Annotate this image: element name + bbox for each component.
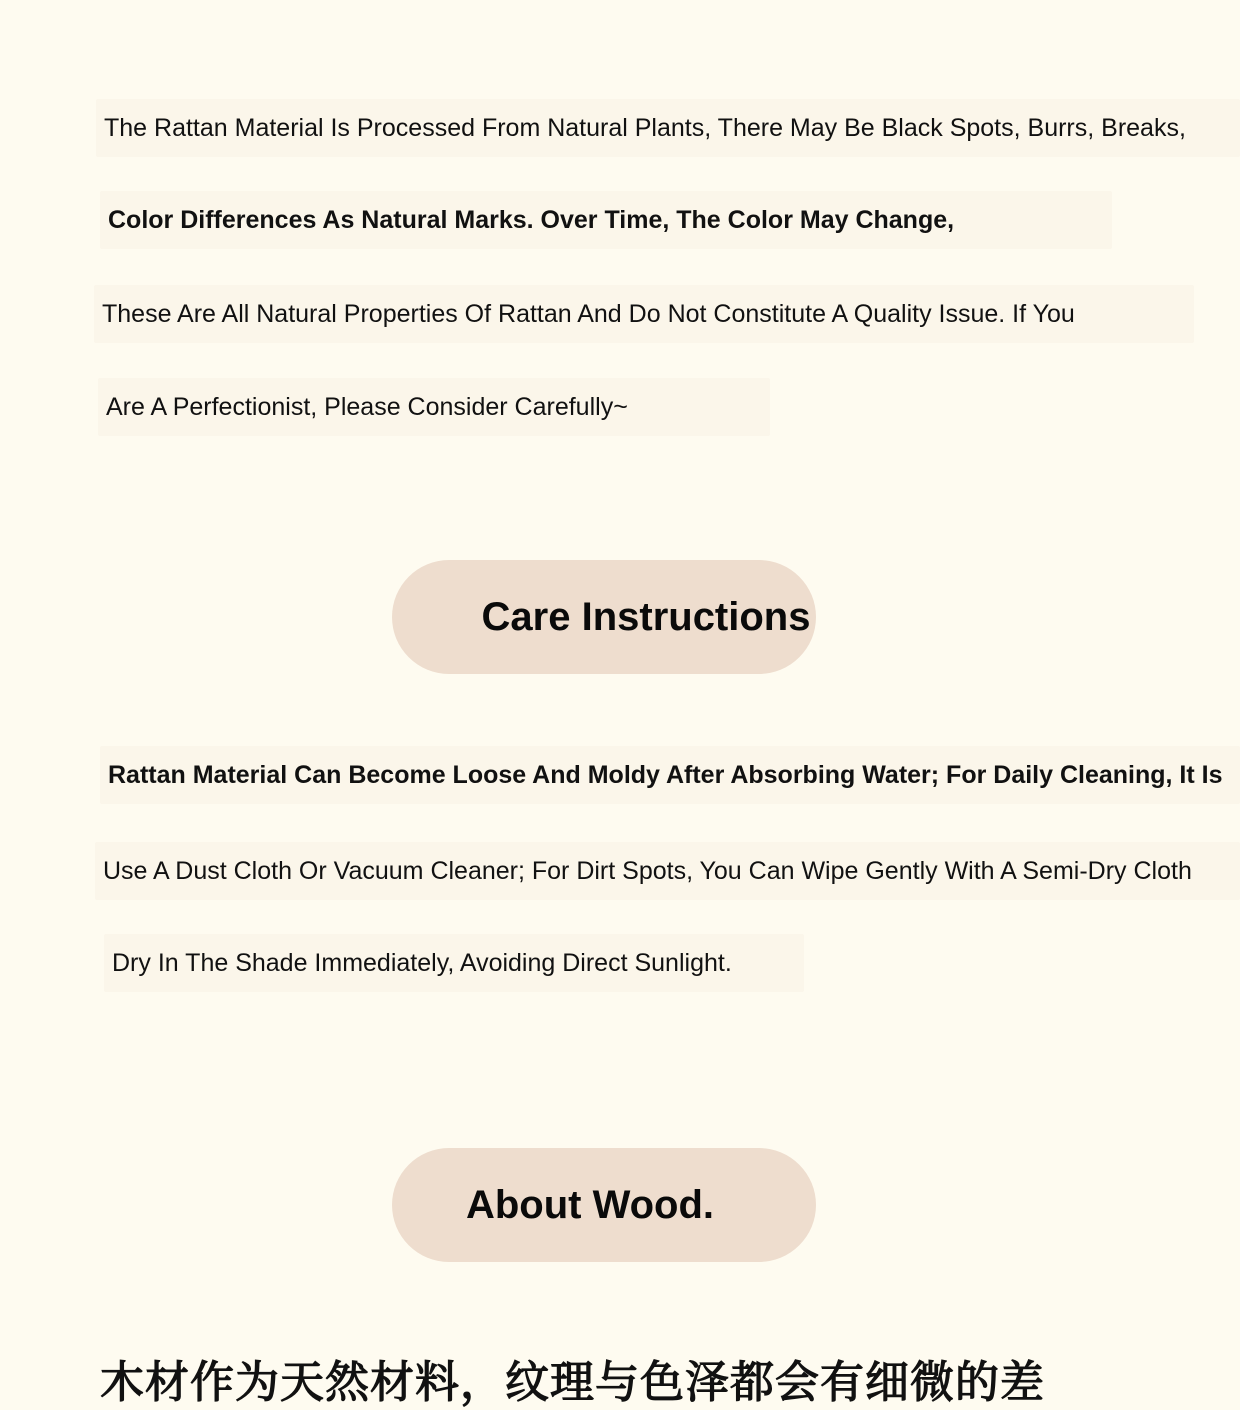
about-wood-heading-text: About Wood. — [465, 1182, 715, 1227]
care-line-2 — [95, 842, 1240, 900]
care-line-3-text: Dry In The Shade Immediately, Avoiding Direct Sunlight. — [112, 949, 732, 977]
rattan-note-line-4-text: Are A Perfectionist, Please Consider Carefully~ — [106, 393, 628, 421]
rattan-note-line-2 — [100, 191, 1112, 249]
rattan-note-line-1-text: The Rattan Material Is Processed From Natural Plants, There May Be Black Spots, Burrs, Breaks, — [104, 114, 1186, 142]
rattan-note-line-1 — [96, 99, 1240, 157]
rattan-note-line-3-text: These Are All Natural Properties Of Rattan And Do Not Constitute A Quality Issue. If You — [102, 300, 1075, 328]
care-line-2-text: Use A Dust Cloth Or Vacuum Cleaner; For Dirt Spots, You Can Wipe Gently With A Semi-Dry Cloth — [103, 857, 1192, 885]
rattan-note-line-3 — [94, 285, 1194, 343]
care-instructions-heading-text: Care Instructions — [481, 594, 811, 639]
rattan-note-line-4 — [98, 378, 770, 436]
about-wood-heading — [392, 1148, 816, 1262]
wood-description-line-1: 木材作为天然材料，纹理与色泽都会有细微的差 — [100, 1357, 1045, 1408]
care-instructions-heading — [392, 560, 816, 674]
care-line-1 — [100, 746, 1240, 804]
care-line-1-text: Rattan Material Can Become Loose And Moldy After Absorbing Water; For Daily Cleaning, It Is — [108, 761, 1223, 789]
rattan-note-line-2-text: Color Differences As Natural Marks. Over Time, The Color May Change, — [108, 206, 955, 234]
care-line-3 — [104, 934, 804, 992]
